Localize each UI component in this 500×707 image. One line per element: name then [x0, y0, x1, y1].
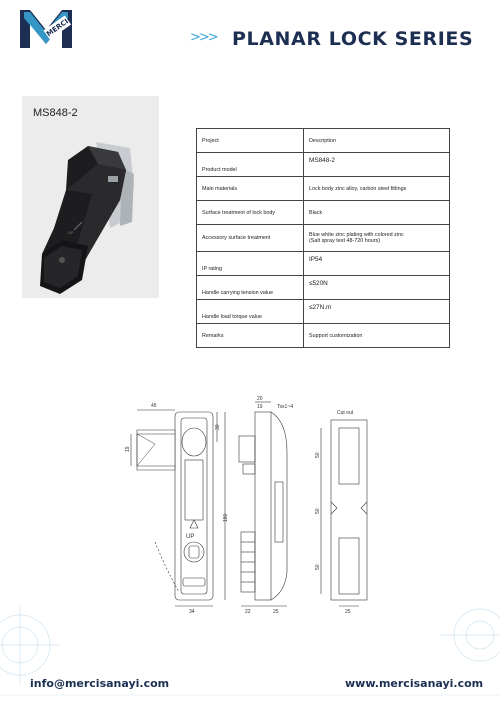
- table-row: [197, 201, 450, 225]
- row-description: IP54: [304, 252, 450, 276]
- dim-34: 34: [189, 609, 195, 615]
- dim-30: 30: [215, 424, 221, 430]
- product-model-label: MS848-2: [33, 107, 78, 119]
- table-header-row: [197, 129, 450, 153]
- header-project: Project: [197, 129, 304, 153]
- table-row: [197, 225, 450, 252]
- footer-email-link[interactable]: info@mercisanayi.com: [30, 677, 170, 690]
- row-description: ≤27N.m: [304, 300, 450, 324]
- table-row: [197, 300, 450, 324]
- dim-19b: 19: [257, 404, 263, 410]
- footer-decoration: [0, 605, 500, 707]
- cutout-label: Cut out: [337, 410, 354, 416]
- dim-25b: 25: [345, 609, 351, 615]
- table-row: [197, 153, 450, 177]
- row-project: Product model: [197, 153, 304, 177]
- row-project: Accessory surface treatment: [197, 225, 304, 252]
- dim-25: 25: [273, 609, 279, 615]
- header-arrows-icon: >>>: [190, 30, 217, 45]
- row-project: IP rating: [197, 252, 304, 276]
- svg-text:MERCI: MERCI: [45, 17, 71, 39]
- dim-tsx: Tsx1~4: [277, 404, 293, 410]
- technical-drawing: [115, 392, 405, 617]
- row-project: Main materials: [197, 177, 304, 201]
- row-description: Support customization: [304, 324, 450, 348]
- row-project: Handle carrying tension value: [197, 276, 304, 300]
- table-row: [197, 324, 450, 348]
- spec-table: [196, 128, 450, 348]
- svg-text:UP: UP: [68, 230, 74, 235]
- dim-22: 22: [245, 609, 251, 615]
- row-project: Surface treatment of lock body: [197, 201, 304, 225]
- table-row: [197, 177, 450, 201]
- merci-logo: [18, 8, 74, 50]
- row-description: Lock body zinc alloy, carbon steel fittings: [304, 177, 450, 201]
- up-label: UP: [186, 534, 195, 540]
- dim-50a: 50: [315, 452, 321, 458]
- row-description-line: (Salt spray test 48-720 hours): [309, 238, 381, 244]
- footer-website-link[interactable]: www.mercisanayi.com: [345, 677, 484, 690]
- row-description: MS848-2: [304, 153, 450, 177]
- row-description-line: Blue white zinc plating with colored zinc: [309, 232, 404, 238]
- product-photo: [22, 130, 159, 298]
- cutout-view: [331, 420, 367, 600]
- table-row: [197, 252, 450, 276]
- front-view: [137, 412, 213, 600]
- dim-50b: 50: [315, 508, 321, 514]
- page-title: PLANAR LOCK SERIES: [232, 28, 474, 50]
- table-row: [197, 276, 450, 300]
- dim-19: 19: [125, 446, 131, 452]
- dim-50c: 50: [315, 564, 321, 570]
- header-description: Description: [304, 129, 450, 153]
- row-project: Remarks: [197, 324, 304, 348]
- dim-45: 45: [151, 403, 157, 409]
- row-description: [304, 225, 450, 252]
- dim-20: 20: [257, 396, 263, 402]
- row-description: Black: [304, 201, 450, 225]
- side-view: [239, 412, 287, 600]
- row-description: ≤520N: [304, 276, 450, 300]
- dim-180: 180: [223, 513, 229, 522]
- row-project: Handle load torque value: [197, 300, 304, 324]
